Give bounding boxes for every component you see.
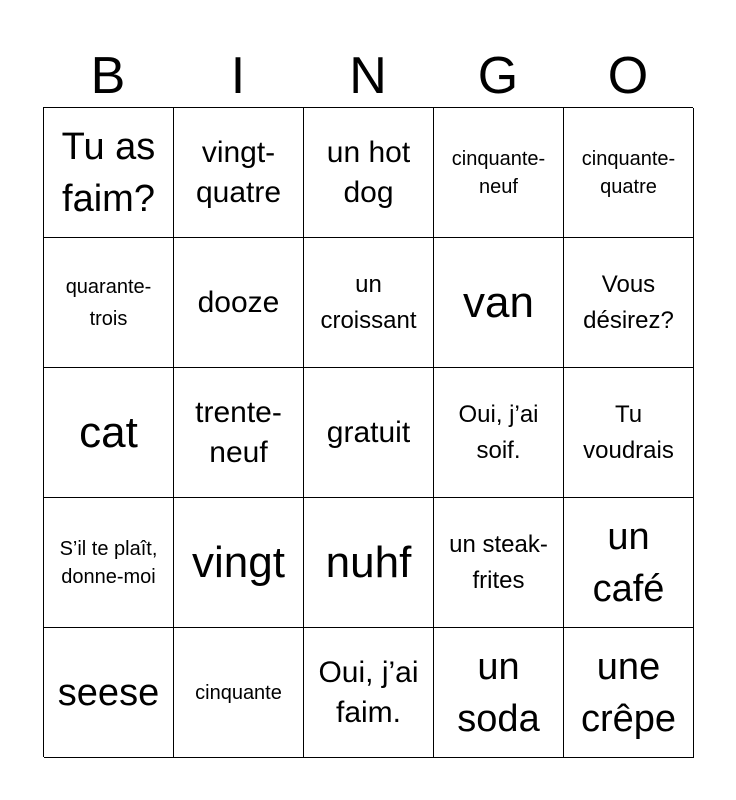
cell-text: seese	[57, 671, 160, 714]
cell-text: Oui, j’ai soif.	[458, 400, 539, 464]
cell-text: une crêpe	[580, 645, 677, 740]
bingo-cell[interactable]	[174, 368, 304, 498]
cell-text: vingt-quatre	[195, 135, 282, 209]
bingo-cell[interactable]	[564, 498, 694, 628]
cell-text: cat	[79, 407, 138, 457]
bingo-cell[interactable]	[564, 238, 694, 368]
cell-text: Tu as faim?	[61, 125, 156, 220]
bingo-cell[interactable]	[564, 108, 694, 238]
bingo-cell[interactable]	[304, 238, 434, 368]
bingo-cell[interactable]	[44, 108, 174, 238]
cell-text: un croissant	[320, 270, 417, 334]
bingo-cell[interactable]	[304, 108, 434, 238]
bingo-cell[interactable]	[434, 238, 564, 368]
bingo-card-grid	[43, 107, 693, 757]
bingo-cell[interactable]	[434, 628, 564, 758]
cell-text: un café	[592, 515, 665, 610]
cell-text: cinquante	[195, 681, 282, 704]
bingo-cell[interactable]	[174, 498, 304, 628]
cell-text: Oui, j’ai faim.	[318, 655, 419, 729]
cell-text: nuhf	[325, 537, 412, 587]
cell-text: Vous désirez?	[583, 270, 674, 334]
cell-text: un steak-frites	[449, 530, 548, 594]
bingo-cell[interactable]	[44, 368, 174, 498]
bingo-cell[interactable]	[564, 368, 694, 498]
cell-text: un soda	[457, 645, 540, 740]
bingo-cell[interactable]	[44, 498, 174, 628]
header-letter-o: O	[607, 47, 649, 105]
cell-text: gratuit	[326, 415, 411, 449]
bingo-cell[interactable]	[434, 498, 564, 628]
bingo-cell[interactable]	[174, 628, 304, 758]
cell-text: S’il te plaît, donne-moi	[59, 537, 158, 588]
bingo-cell[interactable]	[44, 238, 174, 368]
cell-text: van	[463, 277, 534, 327]
header-letter-i: I	[230, 47, 246, 105]
bingo-cell[interactable]	[174, 238, 304, 368]
bingo-cell[interactable]	[174, 108, 304, 238]
bingo-cell[interactable]	[304, 368, 434, 498]
cell-text: vingt	[192, 537, 285, 587]
bingo-cell[interactable]	[434, 108, 564, 238]
cell-text: Tu voudrais	[583, 400, 674, 464]
bingo-cell[interactable]	[304, 628, 434, 758]
cell-text: quarante-trois	[65, 275, 152, 330]
cell-text: dooze	[197, 285, 280, 319]
header-letter-b: B	[90, 47, 126, 105]
bingo-cell[interactable]	[434, 368, 564, 498]
header-letter-n: N	[349, 47, 387, 105]
cell-text: cinquante-neuf	[451, 147, 546, 198]
bingo-cell[interactable]	[44, 628, 174, 758]
cell-text: un hot dog	[326, 135, 411, 209]
bingo-cell[interactable]	[304, 498, 434, 628]
bingo-cell[interactable]	[564, 628, 694, 758]
cell-text: trente-neuf	[195, 395, 282, 469]
bingo-header	[43, 48, 693, 104]
header-letter-g: G	[477, 47, 519, 105]
cell-text: cinquante-quatre	[581, 147, 676, 198]
